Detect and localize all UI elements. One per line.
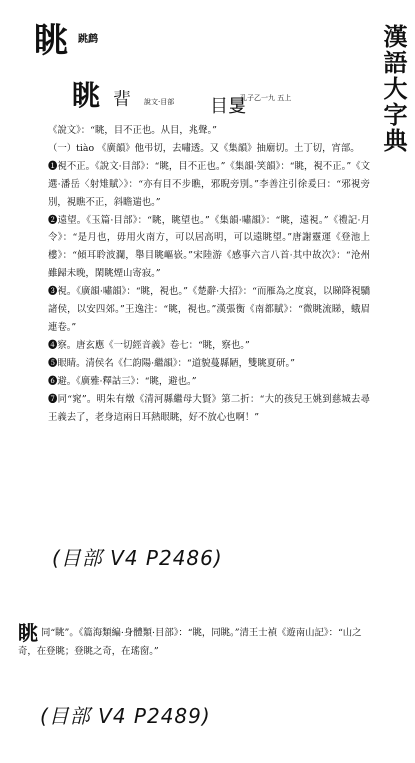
body-line: ❹察。唐玄應《一切經音義》卷七：“眺，察也。” xyxy=(48,339,250,351)
dictionary-title: 漢語大字典 xyxy=(379,24,408,154)
handwritten-reference-1: (目部 V4 P2486) xyxy=(52,546,223,570)
headword: 眺 xyxy=(34,21,68,61)
second-entry-headword: 眺 xyxy=(18,621,38,645)
body-line: ❶視不正。《說文·目部》：“眺，目不正也。”《集韻·笑韻》：“眺，視不正。”《文選·潘岳〈射雉賦〉》：“亦有目不步瞧，邪睨旁別。”李善注引徐爰曰：“邪視旁別，視瞧不正，斜瞻遄也。” xyxy=(48,160,370,208)
body-line: 《說文》：“眺，目不正也。从目，兆聲。” xyxy=(48,125,217,136)
body-line: ❻避。《廣雅·釋詁三》：“眺，避也。” xyxy=(48,375,197,387)
seal-variant-char: 目𥄎 xyxy=(210,96,246,117)
second-entry-text: 同“眺”。《篇海類編·身體類·目部》：“眺，同眺。”清王士禎《遊南山記》：“山之奇，在登眺；登眺之奇，在瑤窗。” xyxy=(18,627,362,657)
seal-variant: 𥇖 xyxy=(113,89,131,110)
handwritten-reference-2: (目部 V4 P2489) xyxy=(40,704,211,728)
seal-side-ref: 孔子乙一九 五上 xyxy=(240,94,292,102)
body-line: ❸視。《廣韻·嘯韻》：“眺，視也。”《楚辭·大招》：“而雁為之度哀，以睇降視驕諸侯，以安四郊。”王逸注：“眺，視也。”漢張衡《南都賦》：“微眺流睇，蛾眉連卷。” xyxy=(48,286,370,333)
seal-source-ref: 說文·目部 xyxy=(144,98,175,106)
second-entry xyxy=(18,621,378,661)
body-line: （一）tiào 《廣韻》他弔切，去嘯透。又《集韻》抽廟切。土丁切，宵部。 xyxy=(48,142,360,154)
entry-body xyxy=(48,122,370,426)
body-line: ❼同“窕”。明朱有燉《清河縣繼母大賢》第二折：“大的孩兒王姚到慈城去尋王義去了，老身這兩日耳熱眼眺，好不放心也啊！” xyxy=(48,393,370,423)
body-line: ❷遠望。《玉篇·目部》：“眺，眺望也。”《集韻·嘯韻》：“眺，遠視。”《禮記·月令》：“是月也，毋用火南方，可以居高明，可以遠眺望。”唐謝靈運《登池上樓》：“傾耳聆波瀾，舉目眺嶇嵚。”宋陸游《感事六言八首·其中故次》：“沧州雖歸未晚，閑眺煙山寄寂。” xyxy=(48,214,370,280)
body-line: ❺眼睛。清侯名《仁韵陽·繼韻》：“道貌蔓縣陋，雙眺夏研。” xyxy=(48,357,295,369)
headword-pinyin: 跳鹧 xyxy=(78,34,98,45)
seal-character: 眺 xyxy=(72,79,101,112)
